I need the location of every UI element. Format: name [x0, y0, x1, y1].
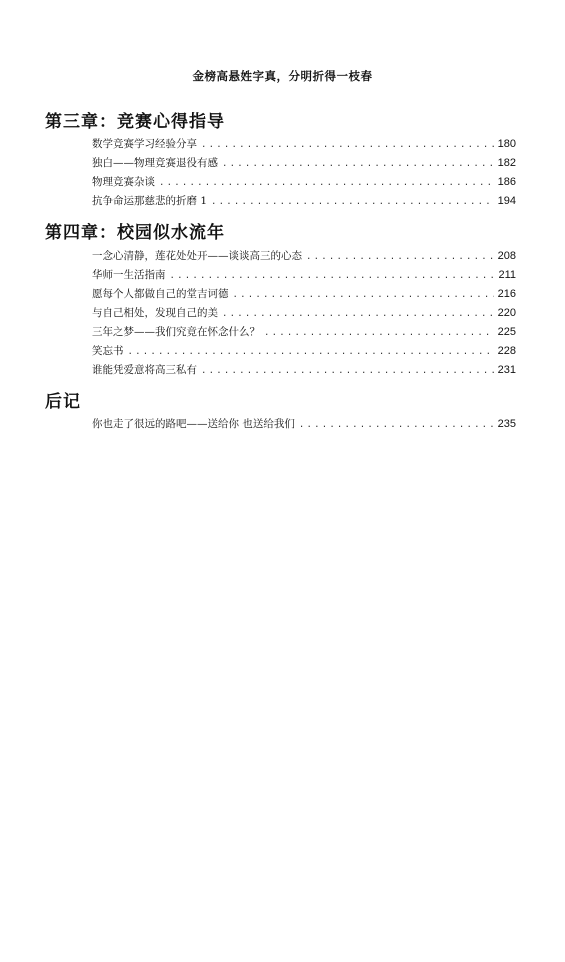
dot-leader [299, 420, 494, 430]
toc-entry-title: 谁能凭爱意将高三私有 [92, 364, 197, 376]
chapter-heading: 后记 [45, 392, 81, 412]
toc-entry[interactable] [92, 248, 516, 267]
toc-entry-page: 220 [497, 307, 516, 319]
toc-entry-page: 182 [497, 157, 516, 169]
toc-entry-title: 愿每个人都做自己的堂吉诃德 [92, 288, 229, 300]
toc-entry-title: 笑忘书 [92, 345, 124, 357]
toc-entry[interactable] [92, 155, 516, 174]
toc-entry-list [92, 248, 516, 381]
toc-entry-list [92, 416, 516, 435]
toc-entry-title: 一念心清静，莲花处处开——谈谈高三的心态 [92, 250, 302, 262]
toc-entry[interactable] [92, 305, 516, 324]
toc-entry-page: 211 [498, 269, 516, 281]
toc-entry-list [92, 136, 516, 212]
dot-leader [201, 366, 494, 376]
toc-entry-page: 180 [497, 138, 516, 150]
toc-entry-title: 华师一生活指南 [92, 269, 166, 281]
chapter-heading: 第四章：校园似水流年 [45, 223, 225, 243]
dot-leader [159, 178, 494, 188]
dot-leader [128, 347, 494, 357]
toc-entry-page: 194 [497, 195, 516, 207]
toc-entry[interactable] [92, 416, 516, 435]
toc-entry[interactable] [92, 174, 516, 193]
dot-leader [264, 328, 494, 338]
chapter-heading: 第三章：竞赛心得指导 [45, 112, 225, 132]
toc-entry[interactable] [92, 324, 516, 343]
dot-leader [211, 197, 494, 207]
toc-entry[interactable] [92, 286, 516, 305]
dot-leader [306, 252, 494, 262]
toc-entry-page: 228 [497, 345, 516, 357]
dot-leader [170, 271, 495, 281]
toc-entry[interactable] [92, 136, 516, 155]
toc-entry[interactable] [92, 193, 516, 212]
toc-entry-title: 独白——物理竞赛退役有感 [92, 157, 218, 169]
toc-entry-title: 抗争命运那慈悲的折磨 1 [92, 195, 208, 207]
running-header: 金榜高悬姓字真，分明折得一枝春 [192, 69, 373, 83]
toc-entry-page: 231 [497, 364, 516, 376]
dot-leader [222, 309, 494, 319]
dot-leader [222, 159, 494, 169]
toc-entry-page: 235 [497, 418, 516, 430]
toc-entry-page: 225 [497, 326, 516, 338]
toc-entry-title: 数学竞赛学习经验分享 [92, 138, 197, 150]
toc-entry-page: 216 [497, 288, 516, 300]
toc-entry-page: 208 [497, 250, 516, 262]
toc-entry[interactable] [92, 362, 516, 381]
toc-entry-title: 与自己相处，发现自己的美 [92, 307, 218, 319]
toc-entry-page: 186 [497, 176, 516, 188]
toc-entry[interactable] [92, 267, 516, 286]
toc-entry[interactable] [92, 343, 516, 362]
toc-entry-title: 你也走了很远的路吧——送给你 也送给我们 [92, 418, 295, 430]
dot-leader [201, 140, 494, 150]
toc-entry-title: 三年之梦——我们究竟在怀念什么？ [92, 326, 260, 338]
dot-leader [233, 290, 494, 300]
toc-entry-title: 物理竞赛杂谈 [92, 176, 155, 188]
